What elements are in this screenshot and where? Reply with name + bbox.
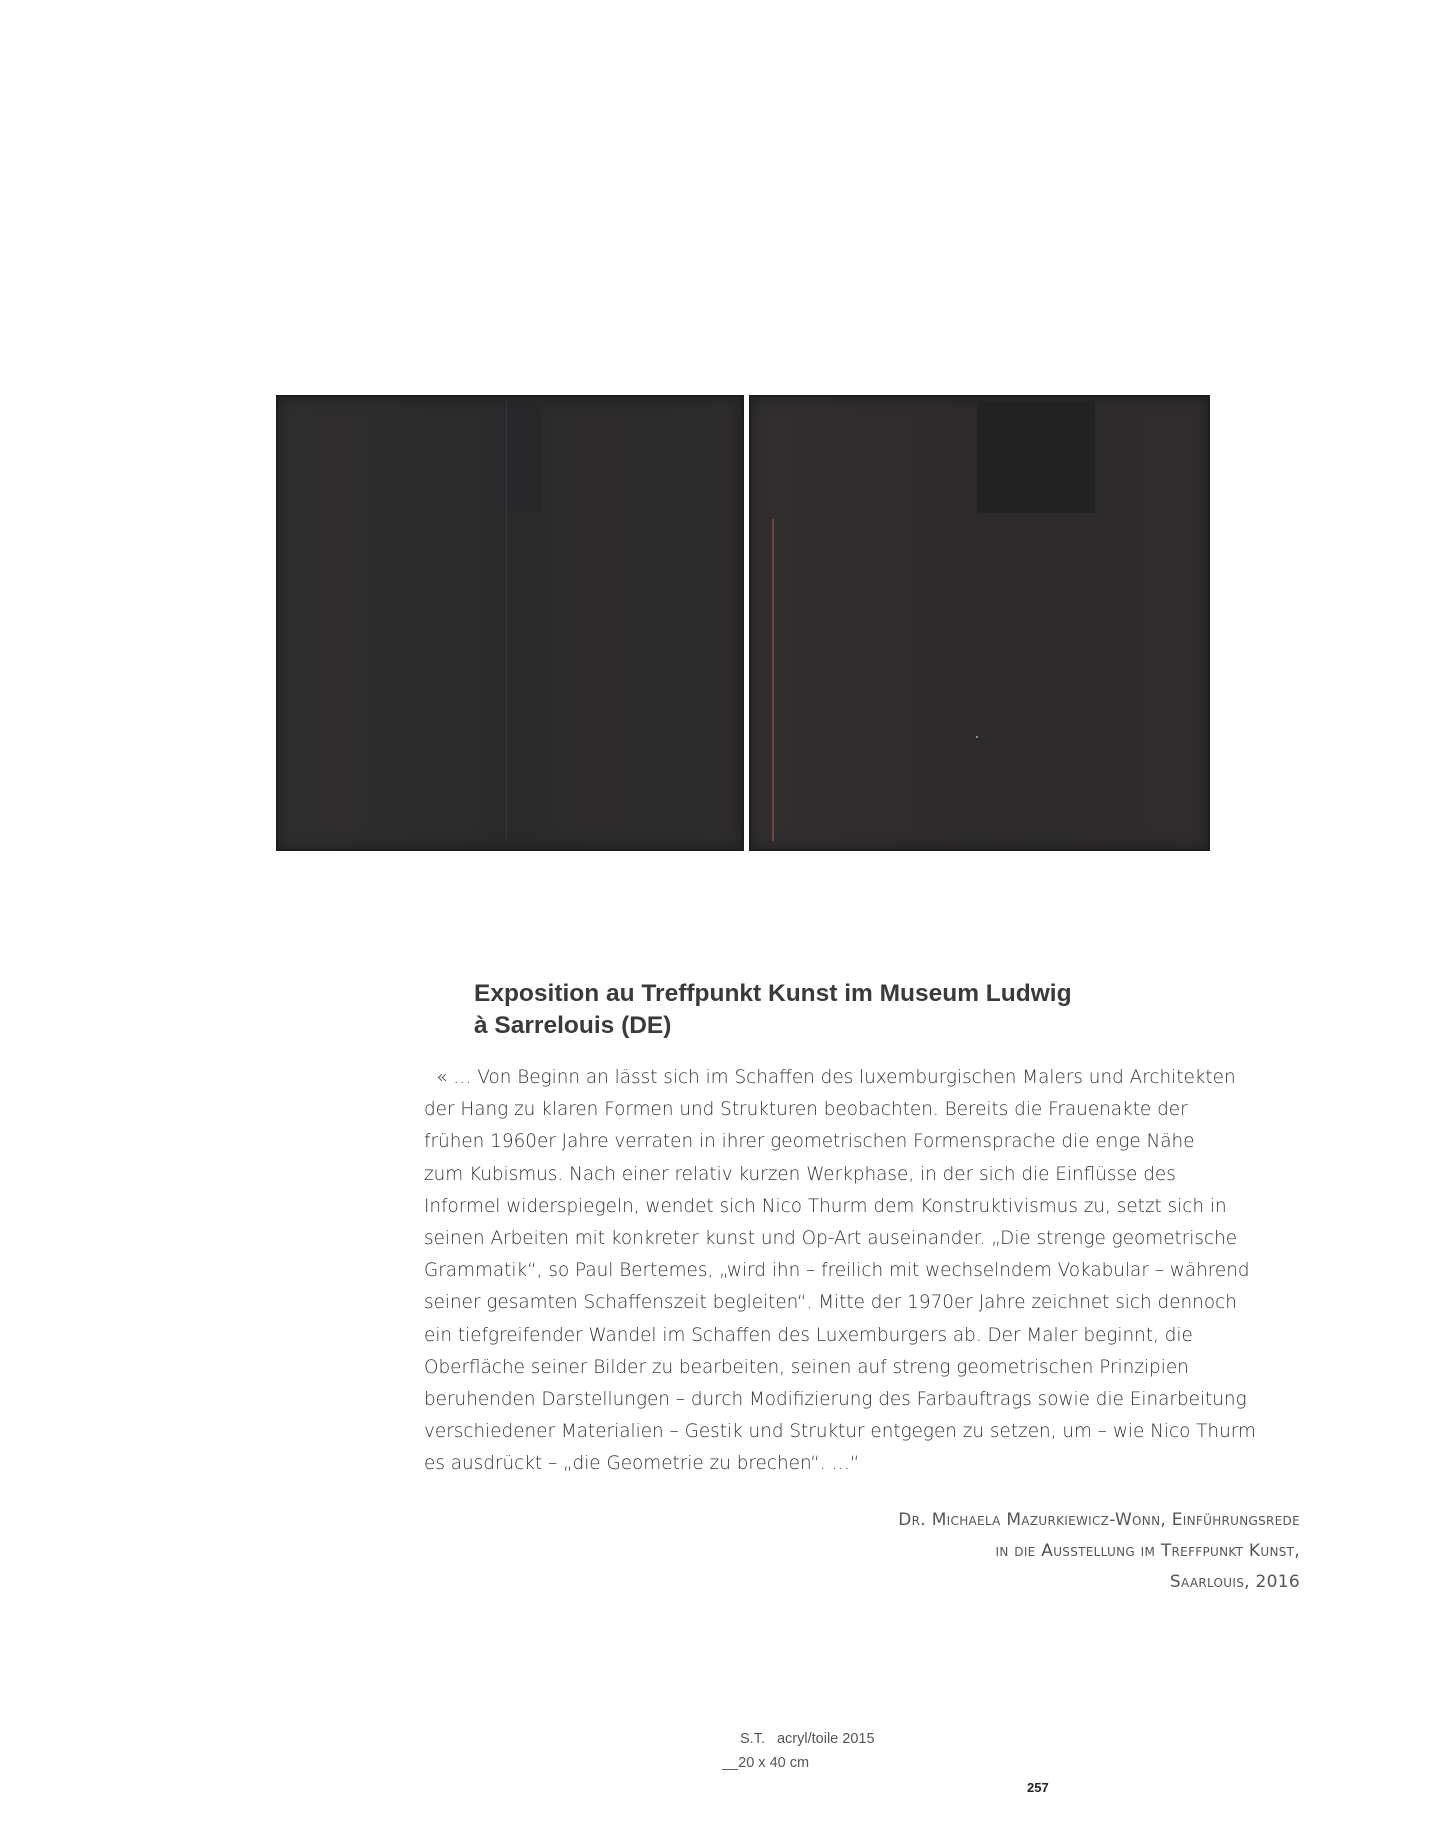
quote-line: ein tiefgreifender Wandel im Schaffen des Luxemburgers ab. Der Maler beginnt, die [424,1324,1193,1346]
caption-technique: acryl/toile 2015 [776,1731,875,1747]
quote-line: Grammatik“, so Paul Bertemes, „wird ihn – freilich mit wechselndem Vokabular – während [424,1260,1250,1282]
caption-title: S.T. [740,1731,765,1747]
caption-title-line [722,1727,875,1751]
quote-line: es ausdrückt – „die Geometrie zu brechen“. …“ [424,1453,860,1475]
page-number: 257 [1027,1780,1049,1795]
right-canvas-line [772,519,774,841]
attribution-line-2: in die Ausstellung im Treffpunkt Kunst, [995,1541,1300,1561]
quote-line: seiner gesamten Schaffenszeit begleiten“. Mitte der 1970er Jahre zeichnet sich dennoch [424,1292,1237,1314]
artwork-image [276,395,1210,851]
quote-line: beruhenden Darstellungen – durch Modifizierung des Farbauftrags sowie die Einarbeitung [424,1389,1247,1411]
left-canvas-band [504,401,542,511]
quote-line: Oberfläche seiner Bilder zu bearbeiten, seinen auf streng geometrischen Prinzipien [424,1356,1189,1378]
caption-dimensions: __20 x 40 cm [722,1755,810,1771]
artwork-caption [722,1727,875,1775]
quote-paragraph [424,1062,1354,1481]
heading-line-2: à Sarrelouis (DE) [474,1012,672,1039]
right-canvas-dot [976,736,978,738]
heading-line-1: Exposition au Treffpunkt Kunst im Museum Ludwig [474,980,1072,1007]
quote-line: frühen 1960er Jahre verraten in ihrer geometrischen Formensprache die enge Nähe [424,1131,1195,1153]
quote-line: Informel widerspiegeln, wendet sich Nico Thurm dem Konstruktivismus zu, setzt sich in [424,1195,1227,1217]
attribution-line-1: Dr. Michaela Mazurkiewicz-Wonn, Einführungsrede [898,1510,1300,1530]
left-canvas [276,395,744,851]
right-canvas-block [977,401,1095,513]
quote-line: verschiedener Materialien – Gestik und Struktur entgegen zu setzen, um – wie Nico Thurm [424,1421,1256,1443]
quote-line: der Hang zu klaren Formen und Strukturen beobachten. Bereits die Frauenakte der [424,1099,1188,1121]
right-canvas [749,395,1210,851]
section-heading [474,978,1254,1042]
quote-line: zum Kubismus. Nach einer relativ kurzen Werkphase, in der sich die Einflüsse des [424,1163,1176,1185]
quote-line: « … Von Beginn an lässt sich im Schaffen des luxemburgischen Malers und Architekten [436,1067,1236,1088]
attribution-line-3: Saarlouis, 2016 [1169,1572,1300,1592]
quote-line: seinen Arbeiten mit konkreter kunst und Op-Art auseinander. „Die strenge geometrische [424,1228,1238,1250]
quote-attribution [898,1505,1300,1598]
left-canvas-line [506,401,507,841]
